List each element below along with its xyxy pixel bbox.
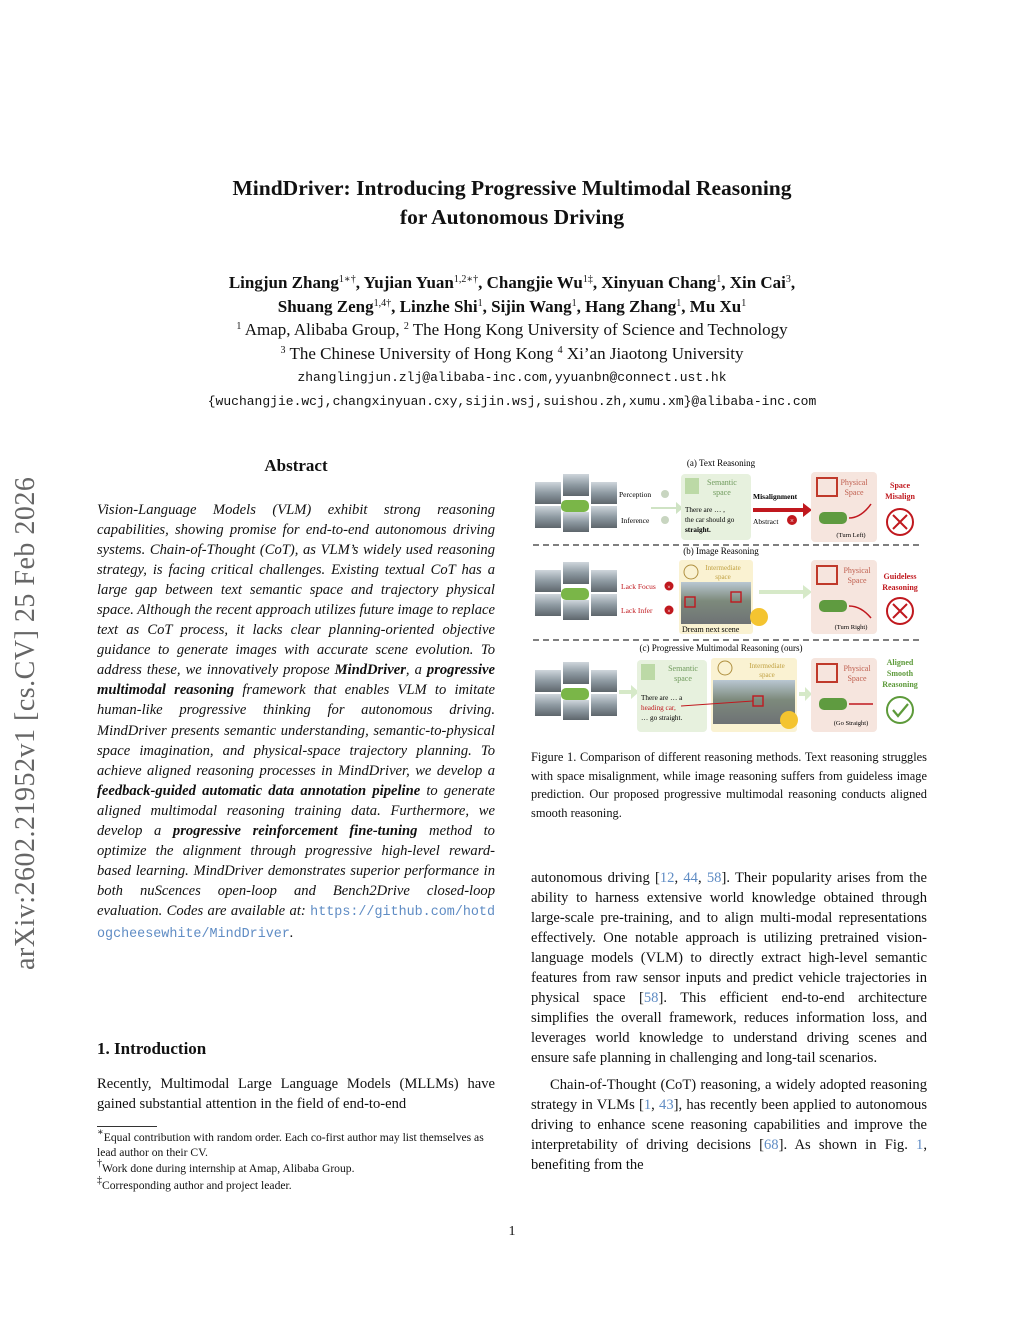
svg-text:Physical: Physical (843, 566, 871, 575)
svg-text:the car should go: the car should go (685, 516, 735, 524)
author: Changjie Wu (486, 273, 583, 292)
svg-text:There are … ,: There are … , (685, 506, 725, 514)
svg-text:space: space (715, 573, 731, 581)
camera-images (535, 474, 617, 532)
abstract-heading: Abstract (264, 456, 328, 475)
svg-text:Intermediate: Intermediate (749, 662, 785, 670)
svg-text:(Turn Right): (Turn Right) (834, 624, 868, 631)
author: Shuang Zeng (277, 297, 374, 316)
svg-text:Space: Space (847, 576, 867, 585)
panel-b-title: (b) Image Reasoning (683, 546, 759, 556)
figure-caption: Figure 1. Comparison of different reasoning methods. Text reasoning struggles with space misalignment, while image reasoning suffers from guideless image prediction. Our proposed progressive multimodal reasoning conducts aligned smooth reasoning. (531, 750, 927, 820)
title-line-1: MindDriver: Introducing Progressive Multimodal Reasoning (232, 176, 792, 200)
citation-link[interactable]: 43 (659, 1097, 674, 1113)
intro-paragraph: Recently, Multimodal Large Language Models (MLLMs) have gained substantial attention in the field of end-to-end (97, 1076, 495, 1112)
svg-text:Lack Infer: Lack Infer (621, 606, 653, 615)
svg-text:heading car,: heading car, (641, 704, 676, 712)
svg-text:Space: Space (890, 481, 910, 490)
panel-c-title: (c) Progressive Multimodal Reasoning (ours) (639, 643, 803, 653)
section-heading-introduction: 1. Introduction (97, 1039, 207, 1058)
svg-text:Lack Focus: Lack Focus (621, 582, 656, 591)
email-line-1: zhanglingjun.zlj@alibaba-inc.com,yyuanbn@connect.ust.hk (297, 370, 727, 385)
perception-label: Perception (619, 490, 652, 499)
citation-link[interactable]: 1 (643, 1097, 652, 1113)
svg-text:(Go Straight): (Go Straight) (833, 720, 869, 727)
author-list: Lingjun Zhang$^{1∗\dagger}$, Yujian Yuan$^{1,2∗\dagger}$, Changjie $Wu^{1\ddagger}$, Xinyuan Chang$^1$, Xin Cai$^3$, Shuang Zeng$^{1,4\dagger}$, Linzhe Shi$^1$, Sijin Wang$^1$, Hang Zhang$^1$, Mu Xu$^1$ (228, 273, 796, 316)
svg-text:straight.: straight. (685, 526, 711, 534)
email-line-2: {wuchangjie.wcj,changxinyuan.cxy,sijin.wsj,suishou.zh,xumu.xm}@alibaba-inc.com (207, 394, 817, 409)
svg-text:Semantic: Semantic (668, 664, 698, 673)
author: Sijin Wang (491, 297, 572, 316)
title-line-2: for Autonomous Driving (399, 205, 625, 229)
svg-text:Reasoning: Reasoning (882, 583, 918, 592)
svg-text:Reasoning: Reasoning (882, 680, 918, 689)
misalignment-label: Misalignment (753, 492, 798, 501)
affiliations: $^1$ Amap, Alibaba Group, $^2$ The Hong Kong University of Science and Technology $^3$ The Chinese University of Hong Kong $^4$ Xi’an Jiaotong University (236, 320, 788, 363)
svg-text:Physical: Physical (840, 478, 868, 487)
svg-text:… go straight.: … go straight. (641, 714, 683, 722)
right-column-text (531, 868, 927, 1175)
svg-text:space: space (674, 674, 692, 683)
svg-text:Misalign: Misalign (885, 492, 915, 501)
author: Yujian Yuan (363, 273, 454, 292)
svg-text:Aligned: Aligned (886, 658, 914, 667)
abstract-body: Vision-Language Models (VLM) exhibit strong reasoning capabilities, showing promise for end-to-end autonomous driving systems. Chain-of-Thought (CoT), as VLM’s widely used reasoning strategy, is facing critical challenges. Existing textual CoT has a large gap between text semantic space and trajectory physical space. Although the recent approach utilizes future image to replace text as CoT process, it lacks clear planning-oriented objective guidance to generate images with accurate scene evolution. To address these, we innovatively propose MindDriver, a progressive multimodal reasoning framework that enables VLM to imitate human-like progressive thinking for autonomous driving. MindDriver presents semantic understanding, semantic-to-physical space imagination, and physical-space trajectory planning. To achieve aligned reasoning processes in MindDriver, we develop a feedback-guided automatic data annotation pipeline to generate aligned multimodal reasoning training data. Furthermore, we develop a progressive reinforcement fine-tuning method to optimize the alignment through progressive high-level reward-based learning. MindDriver demonstrates superior performance in both nuScences open-loop and Bench2Drive closed-loop evaluation. Codes are available at: https://github.com/hotdogcheesewhite/MindDriver. (97, 502, 496, 942)
figure-link[interactable]: 1 (916, 1137, 924, 1153)
footnote-rule (97, 1126, 157, 1127)
svg-text:×: × (667, 609, 671, 615)
svg-text:Space: Space (847, 674, 867, 683)
svg-text:Dream next scene: Dream next scene (682, 625, 740, 634)
paragraph: Chain-of-Thought (CoT) reasoning, a widely adopted reasoning strategy in VLMs [1, 43], has recently been applied to autonomous driving to enhance scene reasoning capabilities and improve the interpretability of driving decisions [68]. As shown in Fig. 1, benefiting from the (531, 1077, 928, 1173)
inference-label: Inference (621, 516, 650, 525)
svg-text:Space: Space (844, 488, 864, 497)
paragraph: autonomous driving [12, 44, 58]. Their popularity arises from the ability to harness extensive world knowledge obtained through large-scale pre-training, and to align multi-modal representations effectively. One notable approach is utilizing pretrained vision-language models (VLM) to directly extract high-level semantic features from raw sensor inputs and predict vehicle trajectories in physical space [58]. This efficient end-to-end architecture simplifies the overall framework, reduces information loss, and leverages world knowledge to understand driving scenes and ensure safe planning in challenging and long-tail scenarios. (531, 870, 928, 1066)
svg-text:Smooth: Smooth (886, 669, 914, 678)
author: Xin Cai (729, 273, 786, 292)
svg-text:×: × (667, 585, 671, 591)
citation-link[interactable]: 58 (706, 870, 722, 886)
author: Xinyuan Chang (601, 273, 717, 292)
author: Hang Zhang (585, 297, 677, 316)
author: Linzhe Shi (399, 297, 478, 316)
footnote: ‡Corresponding author and project leader. (97, 1175, 292, 1192)
author: Mu Xu (689, 297, 742, 316)
citation-link[interactable]: 58 (643, 990, 659, 1006)
svg-text:space: space (759, 671, 775, 679)
footnote: ∗Equal contribution with random order. Each co-first author may list themselves as lead author on their CV. (97, 1127, 484, 1159)
page-number: 1 (508, 1224, 516, 1239)
author: Lingjun Zhang (228, 273, 339, 292)
citation-link[interactable]: 12 (659, 870, 675, 886)
svg-text:Intermediate: Intermediate (705, 564, 741, 572)
svg-text:Abstract: Abstract (753, 517, 779, 526)
svg-text:×: × (790, 517, 794, 525)
citation-link[interactable]: 68 (763, 1137, 779, 1153)
citation-link[interactable]: 44 (683, 870, 698, 886)
svg-text:(Turn Left): (Turn Left) (836, 532, 866, 539)
space-label: space (713, 488, 731, 497)
paper-title (0, 174, 1024, 232)
panel-a-title: (a) Text Reasoning (686, 458, 756, 468)
figure-1 (531, 452, 927, 742)
svg-text:Guideless: Guideless (883, 572, 917, 581)
footnote: †Work done during internship at Amap, Alibaba Group. (97, 1158, 355, 1175)
svg-text:Physical: Physical (843, 664, 871, 673)
svg-text:There are … a: There are … a (641, 694, 683, 702)
semantic-label: Semantic (707, 478, 737, 487)
arxiv-identifier: arXiv:2602.21952v1 [cs.CV] 25 Feb 2026 (10, 476, 41, 970)
code-link[interactable]: https://github.com/hotdogcheesewhite/MindDriver (97, 904, 495, 942)
